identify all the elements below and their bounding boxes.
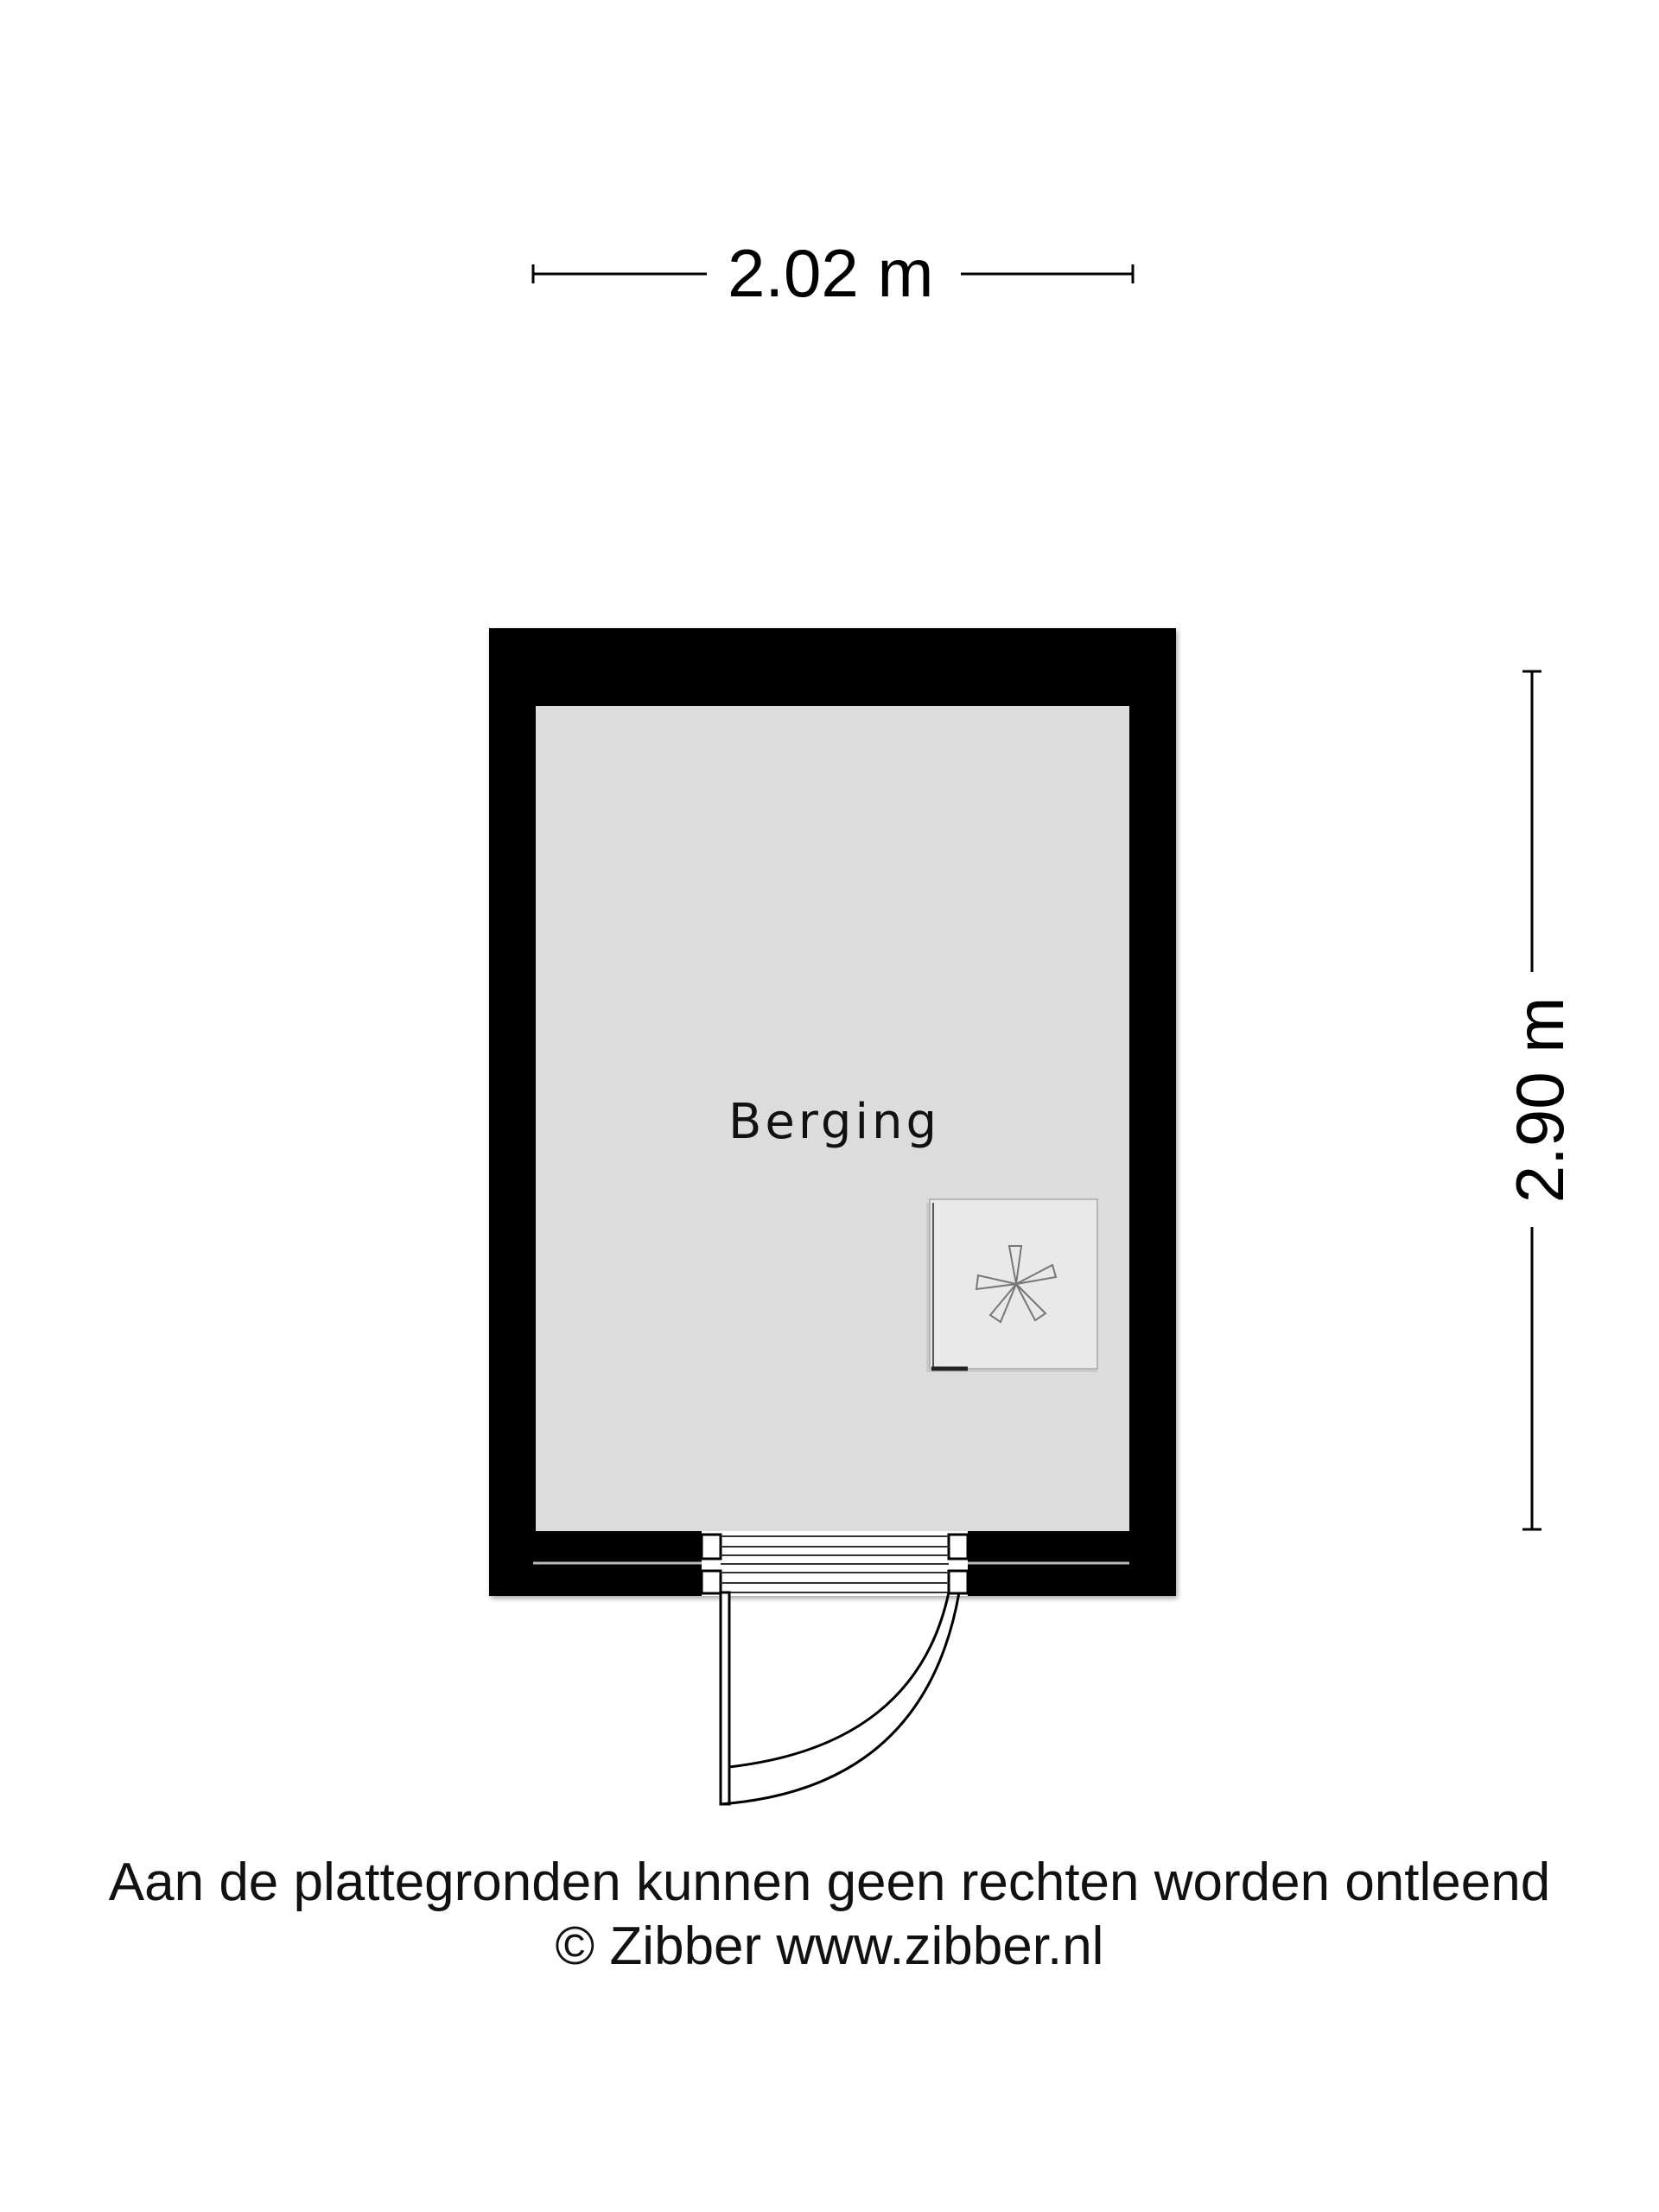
height-dimension-label: 2.90 m bbox=[1502, 996, 1578, 1204]
width-dimension-label: 2.02 m bbox=[728, 235, 934, 311]
room-name-label: Berging bbox=[728, 1094, 941, 1150]
washing-machine bbox=[926, 1199, 1097, 1372]
door-opening bbox=[702, 1531, 968, 1596]
copyright-text: © Zibber www.zibber.nl bbox=[555, 1916, 1104, 1976]
disclaimer-text: Aan de plattegronden kunnen geen rechten worden ontleend bbox=[108, 1853, 1551, 1912]
door-swing bbox=[721, 1592, 959, 1804]
